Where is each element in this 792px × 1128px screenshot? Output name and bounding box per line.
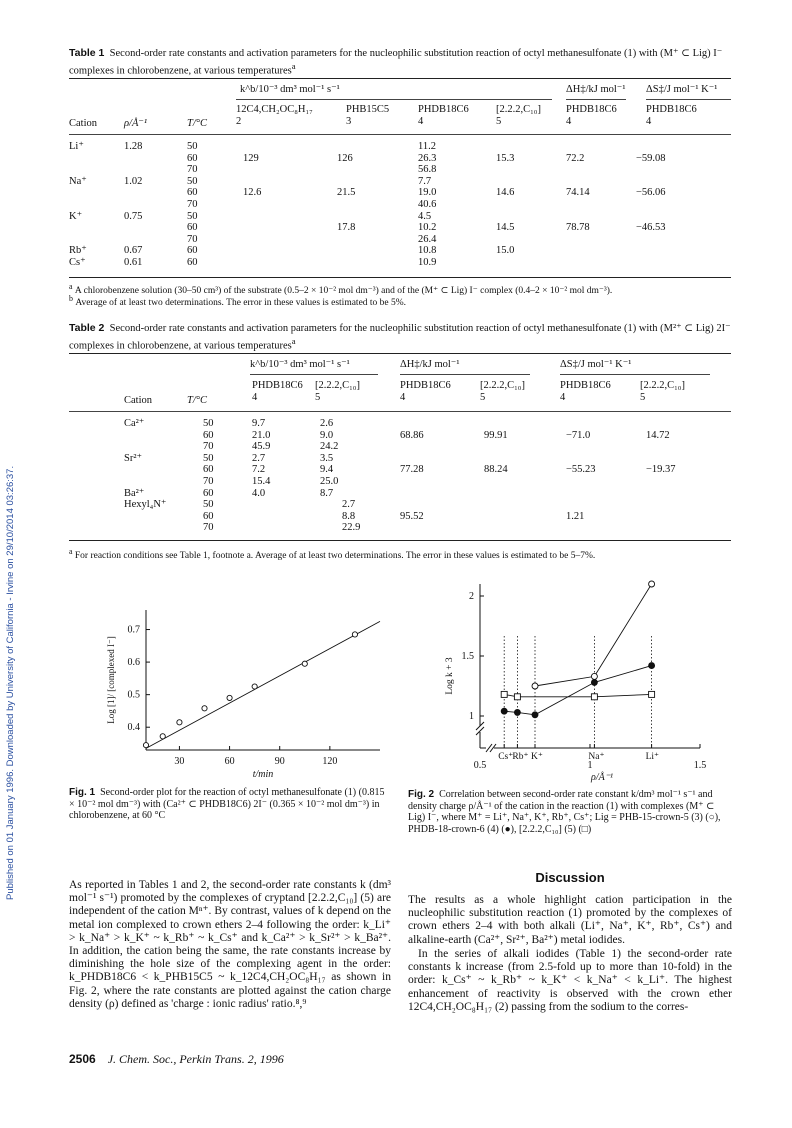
t2-group-dh: ΔH‡/kJ mol⁻¹ — [400, 359, 460, 370]
fig1-xtick-label-2: 90 — [274, 756, 285, 767]
t1-c2-4: 12.6 — [243, 187, 262, 199]
t2-ds5-1: 14.72 — [646, 429, 670, 441]
t1-cation-9: Rb⁺ — [69, 245, 87, 257]
fig1-point-3 — [202, 706, 207, 711]
t2-ds4-8: 1.21 — [566, 510, 585, 522]
t1-c4-8: 26.4 — [418, 233, 437, 245]
t2-col-name-0: PHDB18C6 — [252, 380, 303, 391]
t1-dh-1: 72.2 — [566, 152, 585, 164]
t2-k4-4: 7.2 — [252, 464, 266, 476]
fig1-ytick-label-0: 0.4 — [127, 722, 140, 734]
fig1-point-6 — [302, 661, 307, 666]
t1-cation-10: Cs⁺ — [69, 257, 86, 268]
table1-caption — [69, 47, 731, 78]
t1-c4-3: 7.7 — [418, 175, 432, 187]
t2-t-1: 60 — [203, 429, 214, 441]
t1-col-cation: Cation — [69, 118, 97, 129]
fig2-ytick-label-1: 1.5 — [461, 651, 474, 662]
t2-col-num-4: 4 — [560, 392, 566, 403]
t2-k4-5: 15.4 — [252, 476, 271, 487]
t2-col-num-5: 5 — [640, 392, 646, 403]
t1-group-dh: ΔH‡/kJ mol⁻¹ — [566, 84, 626, 95]
t1-col-name-4: PHDB18C6 — [566, 104, 617, 115]
t1-rho-10: 0.61 — [124, 257, 143, 268]
fig2-ytick-label-2: 2 — [469, 591, 474, 602]
table2-caption-mark: a — [291, 336, 296, 346]
t2-k5-6: 8.7 — [320, 487, 334, 499]
t1-cation-3: Na⁺ — [69, 175, 87, 187]
t1-c3-1: 126 — [337, 152, 353, 164]
t1-col-t: T/°C — [187, 118, 207, 129]
journal-name: J. Chem. Soc., Perkin Trans. 2, 1996 — [107, 1052, 284, 1066]
t1-col-name-5: PHDB18C6 — [646, 104, 697, 115]
t2-k4-3: 2.7 — [252, 452, 266, 464]
t1-dh-4: 74.14 — [566, 187, 590, 199]
fig2-point-1-4 — [649, 663, 655, 669]
fig2-xtick-label-2: 1.5 — [693, 760, 707, 771]
table2-top-rule — [69, 353, 731, 354]
fig2-point-2-0 — [501, 691, 507, 697]
t1-c4-0: 11.2 — [418, 141, 436, 152]
t1-rho-9: 0.67 — [124, 245, 143, 257]
t1-col-rho: ρ/Å⁻¹ — [124, 118, 148, 129]
t1-col-num-4: 4 — [566, 116, 572, 127]
fig1-caption-text: Second-order plot for the reaction of octyl methanesulfonate (1) (0.815 × 10⁻² mol dm⁻³) with (Ca²⁺ ⊂ PHDB18C6) 2I⁻ (0.365 × 10⁻² mol dm⁻³) in chlorobenzene, at 60 °C — [69, 787, 385, 821]
fig2-cation-label-2: K⁺ — [531, 752, 543, 762]
fig2-point-2-3 — [649, 691, 655, 697]
sidebar-provenance — [3, 110, 19, 1030]
t1-t-10: 60 — [187, 257, 198, 268]
fig2-xtick-label-0: 0.5 — [473, 760, 487, 771]
t1-cation-0: Li⁺ — [69, 141, 84, 152]
table1-footnote-b: $^b$ Average of at least two determinations. The error in these values is estimated to be 5%. — [69, 294, 407, 309]
fig2-cation-label-0: Cs⁺ — [498, 752, 514, 762]
t1-c4-1: 26.3 — [418, 152, 437, 164]
t1-col-name-3: [2.2.2,C₁₀] — [496, 104, 541, 115]
fig1-xtick-label-1: 60 — [224, 756, 235, 767]
fig2-series-line-2 — [504, 694, 651, 696]
fig1-chart — [90, 600, 390, 780]
t1-rho-0: 1.28 — [124, 141, 143, 152]
fig1-point-2 — [177, 720, 182, 725]
fig1-point-0 — [143, 743, 148, 748]
t1-rho-3: 1.02 — [124, 175, 143, 187]
t2-k5-7: 2.7 — [342, 499, 356, 511]
t2-t-2: 70 — [203, 441, 214, 453]
t1-ds-1: −59.08 — [636, 152, 666, 164]
t1-col-name-0: 12C4,CH₂OC₈H₁₇ — [236, 104, 313, 115]
sidebar-text[interactable]: Published on 01 January 1996. Downloaded by University of California - Irvine on 29/10/2014 03:26:37. — [5, 465, 16, 900]
t2-group-ds: ΔS‡/J mol⁻¹ K⁻¹ — [560, 359, 632, 370]
t1-t-6: 50 — [187, 210, 198, 222]
t1-c4-2: 56.8 — [418, 164, 437, 176]
t1-c5-4: 14.6 — [496, 187, 515, 199]
t2-cation-0: Ca²⁺ — [124, 418, 145, 429]
t1-col-num-0: 2 — [236, 116, 242, 127]
t1-c4-7: 10.2 — [418, 222, 437, 234]
t2-k5-0: 2.6 — [320, 418, 334, 429]
t2-t-9: 70 — [203, 522, 214, 534]
t1-t-0: 50 — [187, 141, 198, 152]
fig1-ytick-label-3: 0.7 — [127, 624, 140, 636]
fig2-cation-label-1: Rb⁺ — [512, 752, 529, 762]
table2-label: Table 2 — [69, 322, 105, 334]
t2-col-name-5: [2.2.2,C₁₀] — [640, 380, 685, 391]
t2-k5-3: 3.5 — [320, 452, 334, 464]
fig1-fit-line — [146, 621, 380, 748]
t1-c3-4: 21.5 — [337, 187, 356, 199]
t2-k5-4: 9.4 — [320, 464, 334, 476]
table1-caption-text: Second-order rate constants and activation parameters for the nucleophilic substitution reaction of octyl methanesulfonate (1) with (M⁺ ⊂ Lig) I⁻ complexes in chlorobenzene, at various temperatures — [69, 48, 723, 77]
t1-cation-6: K⁺ — [69, 210, 83, 222]
t1-col-num-5: 4 — [646, 116, 652, 127]
t1-col-num-3: 5 — [496, 116, 502, 127]
t2-k5-1: 9.0 — [320, 429, 334, 441]
t1-t-9: 60 — [187, 245, 198, 257]
t1-c3-7: 17.8 — [337, 222, 356, 234]
table2-bottom-rule — [69, 540, 731, 541]
fig2-point-0-0 — [532, 683, 538, 689]
t2-col-name-3: [2.2.2,C₁₀] — [480, 380, 525, 391]
t1-dh-7: 78.78 — [566, 222, 590, 234]
fig1-point-5 — [252, 684, 257, 689]
fig2-xlabel: ρ/Å⁻¹ — [591, 772, 613, 783]
fig1-caption — [69, 787, 391, 822]
t1-c2-1: 129 — [243, 152, 259, 164]
t1-ds-4: −56.06 — [636, 187, 666, 199]
t2-t-4: 60 — [203, 464, 214, 476]
t1-rho-6: 0.75 — [124, 210, 143, 222]
t1-c5-1: 15.3 — [496, 152, 515, 164]
t1-header-rule — [69, 134, 731, 135]
fig2-ylabel: Log k + 3 — [445, 657, 455, 695]
t2-header-rule — [69, 411, 731, 412]
t2-dh5-4: 88.24 — [484, 464, 508, 476]
fig2-point-0-2 — [649, 581, 655, 587]
t2-col-t: T/°C — [187, 395, 207, 406]
t1-group-ds-rule — [646, 99, 731, 100]
discussion-heading: Discussion — [535, 870, 605, 885]
fig2-point-1-1 — [514, 709, 520, 715]
t2-k4-2: 45.9 — [252, 441, 271, 453]
t1-c5-7: 14.5 — [496, 222, 515, 234]
t2-group-ds-rule — [560, 374, 710, 375]
fig2-caption-text: Correlation between second-order rate constant k/dm³ mol⁻¹ s⁻¹ and density charge ρ/Å⁻¹ of the cation in the reaction (1) with complexes (M⁺ ⊂ Lig) I⁻, where M⁺ = Li⁺, Na⁺, K⁺, Rb⁺, Cs⁺; Lig = PHB-15-crown-5 (3) (○), PHDB-18-crown-6 (4) (●), [2.2.2,C₁₀] (5) (□) — [408, 789, 721, 835]
table2-footnote: $^a$ For reaction conditions see Table 1, footnote a. Average of at least two determinations. The error in these values is estimated to be 5–7%. — [69, 547, 596, 562]
fig1-label: Fig. 1 — [69, 787, 96, 798]
t2-k5-8: 8.8 — [342, 510, 356, 522]
t1-group-k-rule — [236, 99, 552, 100]
fig2-point-1-0 — [501, 708, 507, 714]
discussion-p2: In the series of alkali iodides (Table 1) the second-order rate constants k increase (from 2.5-fold up to more than 10-fold) in the order: k_Cs⁺ ~ k_Rb⁺ ~ k_K⁺ < k_Na⁺ < k_Li⁺. The highest enhancement of reactivity is observed with the crown ether 12C4,CH₂OC₈H₁₇ (2) passing from the sodium to the corres- — [408, 948, 732, 1013]
t2-group-dh-rule — [400, 374, 530, 375]
t2-k5-5: 25.0 — [320, 476, 339, 487]
t1-c4-9: 10.8 — [418, 245, 437, 257]
fig2-point-2-1 — [514, 694, 520, 700]
t1-c4-10: 10.9 — [418, 257, 437, 268]
fig1-xlabel: t/min — [252, 769, 274, 780]
t2-ds4-1: −71.0 — [566, 429, 591, 441]
t2-ds5-4: −19.37 — [646, 464, 676, 476]
t2-k4-6: 4.0 — [252, 487, 266, 499]
t1-group-ds: ΔS‡/J mol⁻¹ K⁻¹ — [646, 84, 718, 95]
fig2-ytick-label-0: 1 — [469, 711, 474, 722]
t1-c4-4: 19.0 — [418, 187, 437, 199]
t1-t-1: 60 — [187, 152, 198, 164]
fig2-xtick-label-1: 1 — [587, 760, 593, 771]
t2-cation-7: Hexyl₄N⁺ — [124, 499, 167, 511]
fig2-point-2-2 — [591, 694, 597, 700]
fig2-series-line-1 — [504, 666, 651, 715]
fig2-cation-label-4: Li⁺ — [645, 752, 660, 762]
t2-dh4-8: 95.52 — [400, 510, 424, 522]
fig1-point-1 — [160, 734, 165, 739]
fig2-label: Fig. 2 — [408, 789, 435, 800]
table1-top-rule — [69, 78, 731, 79]
t1-t-4: 60 — [187, 187, 198, 199]
fig2-point-1-3 — [591, 679, 597, 685]
t1-t-5: 70 — [187, 199, 198, 210]
t2-col-num-0: 4 — [252, 392, 258, 403]
t2-t-3: 50 — [203, 452, 214, 464]
footer — [69, 1052, 284, 1067]
t1-c4-5: 40.6 — [418, 199, 437, 210]
table1-label: Table 1 — [69, 47, 105, 59]
fig1-xtick-label-3: 120 — [322, 756, 338, 767]
discussion-p1: The results as a whole highlight cation participation in the nucleophilic substitution reaction (1) promoted by the complexes of crown ethers 2–4 with both alkali (Li⁺, Na⁺, K⁺, Rb⁺, Cs⁺) and alkaline-earth (Ca²⁺, Sr²⁺, Ba²⁺) metal iodides. — [408, 894, 732, 946]
t2-cation-3: Sr²⁺ — [124, 452, 143, 464]
t2-col-name-1: [2.2.2,C₁₀] — [315, 380, 360, 391]
t2-dh5-1: 99.91 — [484, 429, 508, 441]
t1-ds-7: −46.53 — [636, 222, 666, 234]
fig2-chart — [400, 576, 730, 788]
t1-t-7: 60 — [187, 222, 198, 234]
t2-group-k: k^b/10⁻³ dm³ mol⁻¹ s⁻¹ — [250, 359, 350, 370]
t2-ds4-4: −55.23 — [566, 464, 596, 476]
t2-col-cation: Cation — [124, 395, 152, 406]
fig1-point-4 — [227, 695, 232, 700]
table1-bottom-rule — [69, 277, 731, 278]
table2-caption — [69, 322, 731, 353]
t2-t-0: 50 — [203, 418, 214, 429]
t1-col-name-2: PHDB18C6 — [418, 104, 469, 115]
t1-t-8: 70 — [187, 233, 198, 245]
t1-c4-6: 4.5 — [418, 210, 432, 222]
fig2-point-1-2 — [532, 712, 538, 718]
t2-dh4-1: 68.86 — [400, 429, 424, 441]
table1-caption-mark: a — [291, 61, 296, 71]
t1-group-k: k^b/10⁻³ dm³ mol⁻¹ s⁻¹ — [240, 84, 340, 95]
t2-col-num-2: 4 — [400, 392, 406, 403]
t2-k4-0: 9.7 — [252, 418, 266, 429]
fig1-ytick-label-2: 0.6 — [127, 657, 140, 669]
t2-col-num-1: 5 — [315, 392, 321, 403]
t2-t-7: 50 — [203, 499, 214, 511]
t2-k4-1: 21.0 — [252, 429, 271, 441]
fig1-ylabel: Log [1]/ [complexed I⁻] — [106, 636, 116, 724]
t1-t-2: 70 — [187, 164, 198, 176]
t2-dh4-4: 77.28 — [400, 464, 424, 476]
fig1-point-7 — [352, 632, 357, 637]
t2-col-name-4: PHDB18C6 — [560, 380, 611, 391]
page-number: 2506 — [69, 1052, 96, 1066]
fig1-xtick-label-0: 30 — [174, 756, 185, 767]
table2-caption-text: Second-order rate constants and activation parameters for the nucleophilic substitution reaction of octyl methanesulfonate (1) with (M²⁺ ⊂ Lig) 2I⁻ complexes in chlorobenzene, at various temperatures — [69, 323, 731, 352]
fig2-cation-label-3: Na⁺ — [588, 752, 605, 762]
t1-col-num-1: 3 — [346, 116, 352, 127]
t2-group-k-rule — [250, 374, 378, 375]
t1-col-name-1: PHB15C5 — [346, 104, 390, 115]
left-column-text: As reported in Tables 1 and 2, the second-order rate constants k (dm³ mol⁻¹ s⁻¹) promoted by the complexes of cryptand [2.2.2,C₁₀] (5) are independent of the cation Mⁿ⁺. By contrast, values of k depend on the metal ion complexed to crown ethers 2–4 following the order: k_Li⁺ > k_Na⁺ > k_K⁺ ~ k_Rb⁺ ~ k_Cs⁺ and k_Ca²⁺ > k_Sr²⁺ > k_Ba²⁺. In addition, the cation being the same, the rate constants increase by diminishing the hole size of the complexing agent in the order: k_PHDB18C6 < k_PHB15C5 ~ k_12C4,CH₂OC₈H₁₇ as shown in Fig. 2, where the rate constants are plotted against the cation charge density (ρ) defined as 'charge : ionic radius' ratio.⁸,⁹ — [69, 879, 391, 1010]
t2-t-8: 60 — [203, 510, 214, 522]
t2-k5-9: 22.9 — [342, 522, 361, 534]
t1-c5-9: 15.0 — [496, 245, 515, 257]
fig2-point-0-1 — [591, 673, 597, 679]
t1-t-3: 50 — [187, 175, 198, 187]
t2-k5-2: 24.2 — [320, 441, 339, 453]
t1-group-dh-rule — [566, 99, 626, 100]
t2-t-6: 60 — [203, 487, 214, 499]
t2-col-num-3: 5 — [480, 392, 486, 403]
t2-cation-6: Ba²⁺ — [124, 487, 145, 499]
t1-col-num-2: 4 — [418, 116, 424, 127]
fig1-ytick-label-1: 0.5 — [127, 689, 140, 701]
table1-footnote-a: $^a$ A chlorobenzene solution (30–50 cm³) of the substrate (0.5–2 × 10⁻² mol dm⁻³) and of the (M⁺ ⊂ Lig) I⁻ complex (0.4–2 × 10⁻² mol dm⁻³). — [69, 282, 613, 297]
t2-col-name-2: PHDB18C6 — [400, 380, 451, 391]
fig2-caption — [408, 789, 732, 835]
t2-t-5: 70 — [203, 476, 214, 487]
